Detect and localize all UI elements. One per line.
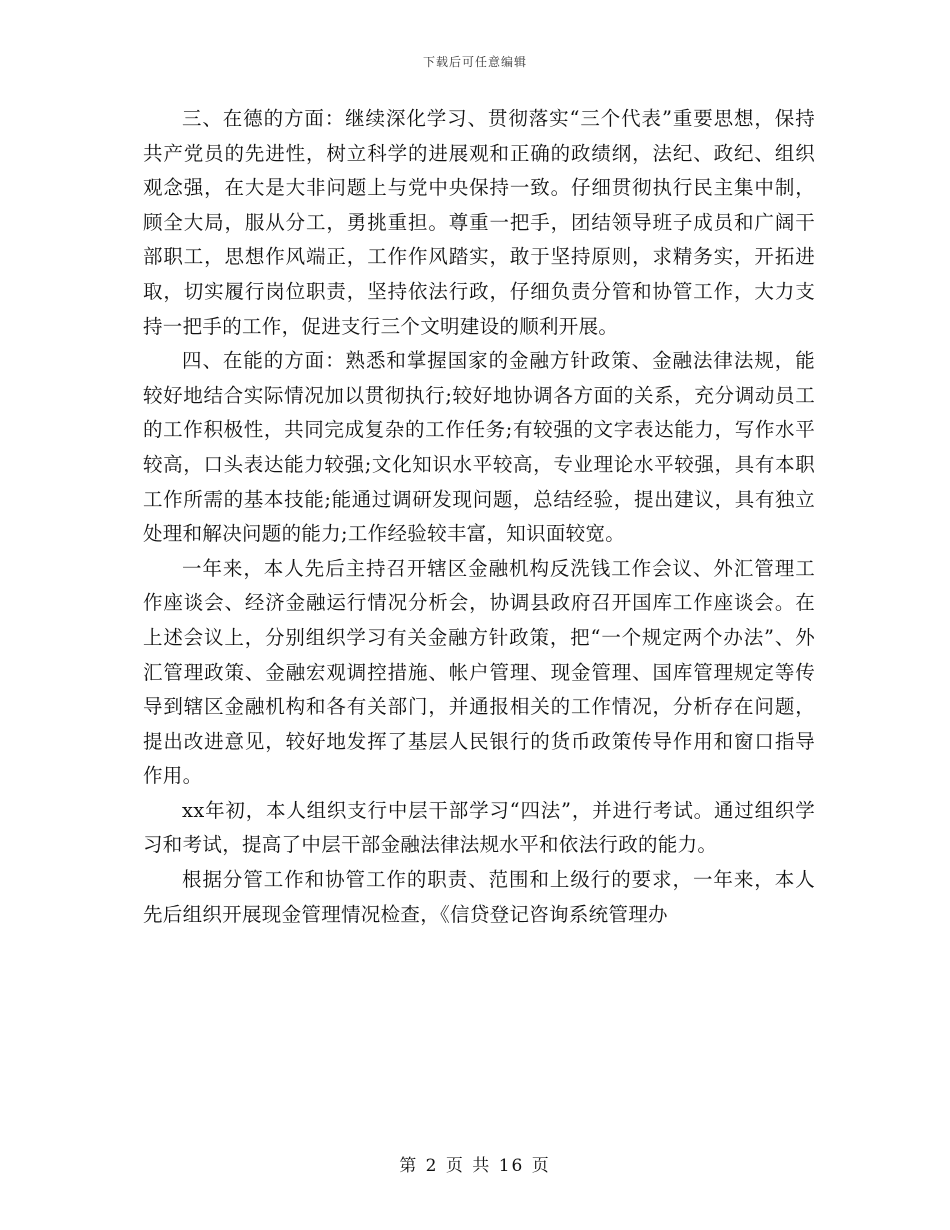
paragraph-meetings: 一年来，本人先后主持召开辖区金融机构反洗钱工作会议、外汇管理工作座谈会、经济金融运行情况分析会，协调县政府召开国库工作座谈会。在上述会议上，分别组织学习有关金融方针政策，把“一个规定两个办法”、外汇管理政策、金融宏观调控措施、帐户管理、现金管理、国库管理规定等传导到辖区金融机构和各有关部门，并通报相关的工作情况，分析存在问题，提出改进意见，较好地发挥了基层人民银行的货币政策传导作用和窗口指导作用。	[143, 556, 815, 788]
document-body	[143, 102, 815, 932]
paragraph-study: xx年初，本人组织支行中层干部学习“四法”，并进行考试。通过组织学习和考试，提高了中层干部金融法律法规水平和依法行政的能力。	[143, 798, 815, 857]
page-number: 第 2 页 共 16 页	[399, 1156, 551, 1176]
paragraph-ability: 四、在能的方面：熟悉和掌握国家的金融方针政策、金融法律法规，能较好地结合实际情况加以贯彻执行;较好地协调各方面的关系，充分调动员工的工作积极性，共同完成复杂的工作任务;有较强的文字表达能力，写作水平较高，口头表达能力较强;文化知识水平较高，专业理论水平较强，具有本职工作所需的基本技能;能通过调研发现问题，总结经验，提出建议，具有独立处理和解决问题的能力;工作经验较丰富，知识面较宽。	[143, 349, 815, 546]
paragraph-inspection: 根据分管工作和协管工作的职责、范围和上级行的要求，一年来，本人先后组织开展现金管理情况检查，《信贷登记咨询系统管理办	[143, 868, 815, 926]
paragraph-morality: 三、在德的方面：继续深化学习、贯彻落实“三个代表”重要思想，保持共产党员的先进性，树立科学的进展观和正确的政绩纲，法纪、政纪、组织观念强，在大是大非问题上与党中央保持一致。仔细贯彻执行民主集中制，顾全大局，服从分工，勇挑重担。尊重一把手，团结领导班子成员和广阔干部职工，思想作风端正，工作作风踏实，敢于坚持原则，求精务实，开拓进取，切实履行岗位职责，坚持依法行政，仔细负责分管和协管工作，大力支持一把手的工作，促进支行三个文明建设的顺利开展。	[143, 107, 815, 338]
page-header: 下载后可任意编辑	[422, 55, 527, 69]
